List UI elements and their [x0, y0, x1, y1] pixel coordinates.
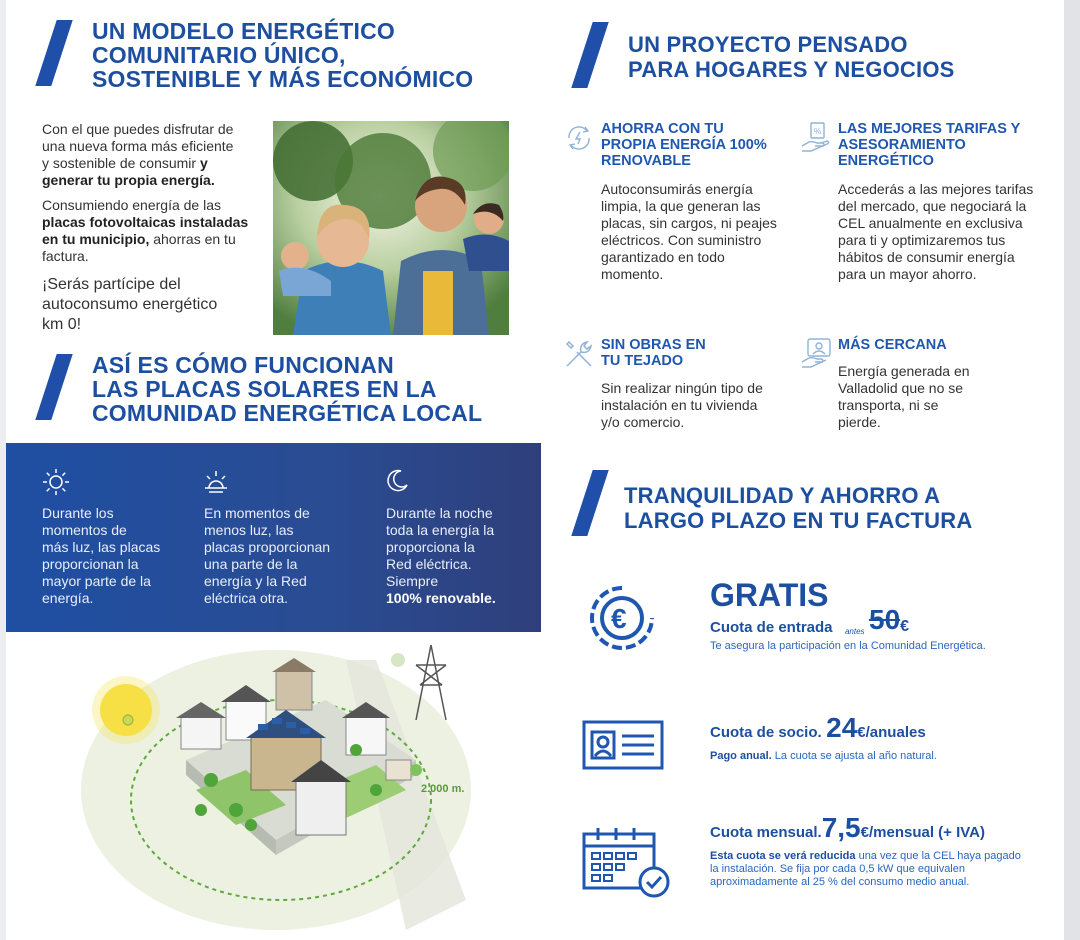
entry-fee-row — [710, 604, 909, 638]
member-fee-note: Pago anual. La cuota se ajusta al año natural. — [710, 750, 937, 762]
phase-day-text: Durante los momentos de más luz, las placas proporcionan la mayor parte de la energía. — [42, 505, 161, 606]
intro-paragraph-2: Consumiendo energía de las placas fotovoltaicas instaladas en tu municipio, ahorras en tu factura. — [42, 197, 249, 264]
svg-text:€: € — [611, 603, 627, 634]
heading-slash-decoration — [35, 354, 72, 420]
community-city-illustration — [76, 640, 476, 940]
feature-text-cercana: Energía generada en Valladolid que no se transporta, ni se pierde. — [838, 363, 970, 430]
intro-paragraph-1: Con el que puedes disfrutar de una nueva forma más eficiente y sostenible de consumir y generar tu propia energía. — [42, 121, 234, 188]
monthly-fee-unit: €/mensual (+ IVA) — [860, 824, 985, 841]
feature-title-cercana: MÁS CERCANA — [838, 337, 947, 353]
heading-slash-decoration — [35, 20, 72, 86]
heading-slash-decoration — [571, 22, 608, 88]
member-fee-row — [710, 712, 926, 744]
calendar-check-icon — [580, 826, 670, 898]
phase-night-text: Durante la noche toda la energía la proporciona la Red eléctrica. Siempre 100% renovable. — [386, 505, 496, 606]
distance-label: 2.000 m. — [421, 783, 465, 795]
feature-text-tarifas: Accederás a las mejores tarifas del mercado, que negociará la CEL anualmente en exclusiva para ti y optimizaremos tus hábitos de consumir energía para un mayor ahorro. — [838, 181, 1034, 282]
intro-paragraph-3: ¡Serás partícipe del autoconsumo energético km 0! — [42, 276, 218, 333]
tools-icon — [563, 338, 595, 370]
svg-text:%: % — [814, 127, 822, 136]
feature-text-ahorra: Autoconsumirás energía limpia, la que generan las placas, sin cargos, ni peajes eléctricos. Con suministro garantizado en todo momento. — [601, 181, 777, 282]
monthly-fee-note: Esta cuota se verá reducida una vez que la CEL haya pagado la instalación. Se fija por cada 0,5 kW que equivalen aproximadamente al 25 % del consumo medio anual. — [710, 850, 1021, 888]
heading-como-funcionan: ASÍ ES CÓMO FUNCIONAN LAS PLACAS SOLARES EN LA COMUNIDAD ENERGÉTICA LOCAL — [92, 352, 483, 426]
heading-modelo-energetico: UN MODELO ENERGÉTICO COMUNITARIO ÚNICO, SOSTENIBLE Y MÁS ECONÓMICO — [92, 18, 474, 92]
moon-icon — [384, 468, 410, 494]
document-page — [6, 0, 1064, 940]
feature-title-ahorra: AHORRA CON TU PROPIA ENERGÍA 100% RENOVABLE — [601, 121, 767, 169]
heading-tranquilidad: TRANQUILIDAD Y AHORRO A LARGO PLAZO EN TU FACTURA — [624, 483, 973, 533]
entry-fee-old-price: 50 — [869, 604, 901, 635]
feature-text-sin-obras: Sin realizar ningún tipo de instalación en tu vivienda y/o comercio. — [601, 380, 763, 430]
monthly-fee-amount: 7,5 — [821, 812, 861, 843]
member-card-icon — [582, 720, 664, 770]
tariff-hand-icon — [799, 120, 833, 154]
entry-fee-note: Te asegura la participación en la Comunidad Energética. — [710, 640, 986, 652]
sun-icon — [42, 468, 70, 496]
solar-phases-panel — [6, 443, 541, 632]
heading-slash-decoration — [571, 470, 608, 536]
price-free-label: GRATIS — [710, 577, 829, 613]
feature-title-sin-obras: SIN OBRAS EN TU TEJADO — [601, 337, 706, 369]
monthly-fee-label: Cuota mensual. — [710, 824, 822, 841]
member-fee-label: Cuota de socio. — [710, 724, 822, 741]
entry-fee-before: antes — [844, 627, 865, 636]
euro-coin-icon — [584, 580, 660, 656]
phase-dusk-text: En momentos de menos luz, las placas proporcionan una parte de la energía y la Red eléctrica otra. — [204, 505, 331, 606]
monthly-fee-row — [710, 812, 985, 846]
entry-fee-currency: € — [900, 618, 910, 635]
page-edge-shadow — [1064, 0, 1080, 940]
entry-fee-label: Cuota de entrada — [710, 619, 833, 636]
member-fee-unit: €/anuales — [857, 724, 926, 741]
local-community-icon — [799, 336, 833, 370]
family-photo — [273, 121, 509, 335]
sunrise-icon — [202, 468, 230, 496]
member-fee-amount: 24 — [826, 712, 858, 743]
feature-title-tarifas: LAS MEJORES TARIFAS Y ASESORAMIENTO ENERGÉTICO — [838, 121, 1021, 169]
heading-proyecto-pensado: UN PROYECTO PENSADO PARA HOGARES Y NEGOCIOS — [628, 32, 955, 82]
renewable-energy-icon — [563, 122, 595, 154]
